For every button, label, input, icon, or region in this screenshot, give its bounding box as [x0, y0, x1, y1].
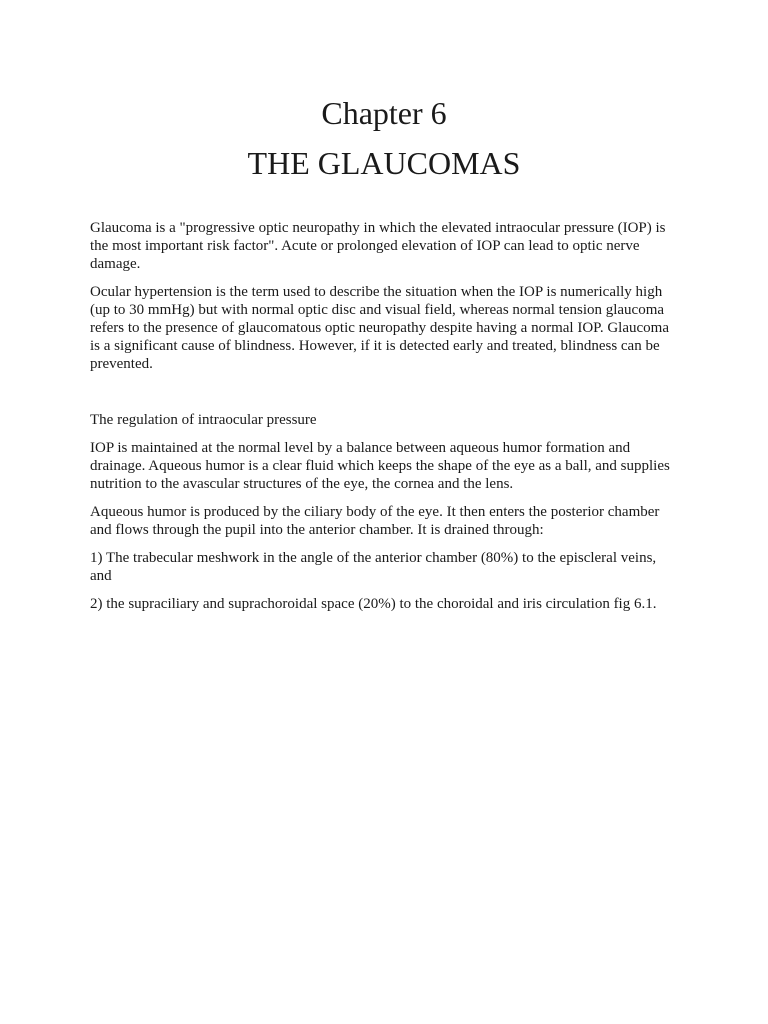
paragraph-aqueous-production: Aqueous humor is produced by the ciliary body of the eye. It then enters the posterior chamber and flows through the pupil into the anterior chamber. It is drained through: — [90, 504, 660, 538]
chapter-label: Chapter 6 — [321, 95, 447, 131]
paragraph-definition: Glaucoma is a "progressive optic neuropathy in which the elevated intraocular pressure (IOP) is the most important risk factor". Acute or prolonged elevation of IOP can lead to optic nerve damage. — [90, 220, 666, 272]
section-heading: The regulation of intraocular pressure — [90, 412, 317, 428]
list-item-uveoscleral: 2) the supraciliary and suprachoroidal space (20%) to the choroidal and iris circulation fig 6.1. — [90, 596, 657, 612]
chapter-title: THE GLAUCOMAS — [247, 145, 521, 181]
paragraph-ocular-hypertension: Ocular hypertension is the term used to describe the situation when the IOP is numerically high (up to 30 mmHg) but with normal optic disc and visual field, whereas normal tension glaucoma refers to the presence of glaucomatous optic neuropathy despite having a normal IOP. Glaucoma is a significant cause of blindness. However, if it is detected early and treated, blindness can be prevented. — [90, 284, 669, 372]
list-item-trabecular: 1) The trabecular meshwork in the angle of the anterior chamber (80%) to the episcleral veins, and — [90, 550, 657, 584]
paragraph-iop-balance: IOP is maintained at the normal level by a balance between aqueous humor formation and drainage. Aqueous humor is a clear fluid which keeps the shape of the eye as a ball, and supplies nutrition to the avascular structures of the eye, the cornea and the lens. — [90, 440, 670, 492]
